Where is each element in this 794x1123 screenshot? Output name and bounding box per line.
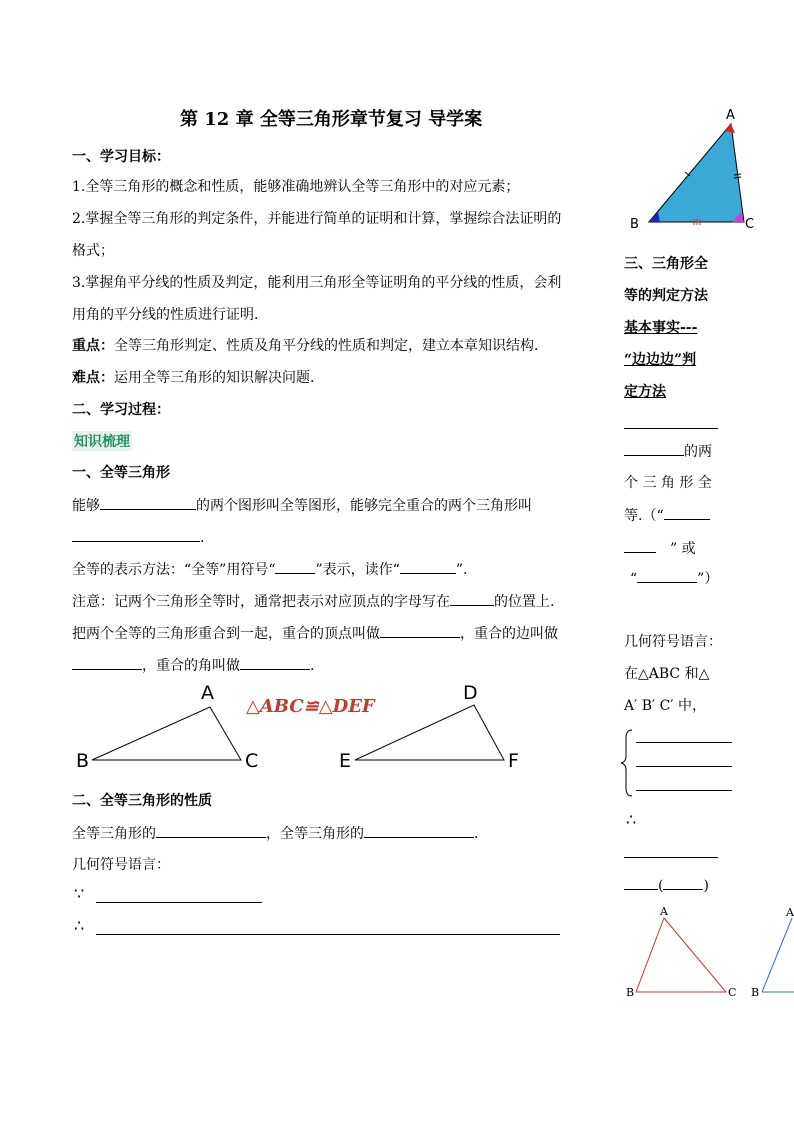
text: ，重合的边叫做 bbox=[460, 626, 558, 642]
blue-vertex-a: A bbox=[786, 906, 794, 919]
heading-line: 基本事实--- bbox=[624, 320, 698, 336]
goal-item: 3.掌握角平分线的性质及判定，能利用三角形全等证明角的平分线的性质，会利 bbox=[72, 275, 562, 291]
goal-item: 1.全等三角形的概念和性质，能够准确地辨认全等三角形中的对应元素； bbox=[72, 179, 520, 195]
knowledge-tag: 知识梳理 bbox=[72, 431, 132, 451]
vertex-label-c: C bbox=[245, 750, 259, 772]
section-heading-process: 二、学习过程： bbox=[72, 402, 170, 418]
text: . bbox=[474, 826, 479, 842]
text: 的两个图形叫全等图形，能够完全重合的两个三角形叫 bbox=[196, 498, 532, 514]
key-text: 全等三角形判定、性质及角平分线的性质和判定，建立本章知识结构. bbox=[114, 338, 539, 354]
text: ，重合的角叫做 bbox=[142, 658, 240, 674]
right-therefore-symbol: ∴ bbox=[626, 810, 637, 829]
text: 的两 bbox=[684, 444, 712, 460]
heading-line: “边边边”判 bbox=[624, 352, 697, 368]
congruence-statement: △ABC≌△DEF bbox=[246, 696, 375, 717]
heading-line: 定方法 bbox=[624, 384, 666, 400]
therefore-symbol: ∴ bbox=[74, 916, 85, 935]
text: ”） bbox=[697, 571, 719, 587]
text: ”表示，读作“ bbox=[315, 562, 400, 578]
text: 注意：记两个三角形全等时，通常把表示对应顶点的字母写在 bbox=[72, 594, 450, 610]
blue-vertex-b: B bbox=[751, 986, 760, 999]
red-vertex-a: A bbox=[660, 905, 668, 918]
heading-line: 三、三角形全 bbox=[624, 256, 708, 272]
difficult-text: 运用全等三角形的知识解决问题. bbox=[114, 370, 315, 386]
vertex-label-b: B bbox=[76, 750, 90, 772]
vertex-label-a: A bbox=[201, 682, 214, 704]
right-primes-line: A′ B′ C′ 中， bbox=[624, 698, 706, 714]
right-geometry-language: 几何符号语言： bbox=[624, 634, 722, 650]
heading-line: 等的判定方法 bbox=[624, 288, 708, 304]
text: ( bbox=[658, 878, 664, 894]
goal-item: 格式； bbox=[72, 243, 114, 259]
text: 全等的表示方法：“全等”用符号“ bbox=[72, 562, 276, 578]
text: ”. bbox=[455, 562, 468, 578]
key-label: 重点： bbox=[72, 338, 114, 354]
sss-line-3: 个 三 角 形 全 bbox=[624, 475, 712, 491]
text: 全等三角形的 bbox=[72, 826, 156, 842]
text: . bbox=[310, 658, 315, 674]
geometry-language-label: 几何符号语言： bbox=[72, 857, 170, 873]
red-vertex-c: C bbox=[728, 986, 737, 999]
text: ) bbox=[703, 878, 709, 894]
text: 把两个全等的三角形重合到一起，重合的顶点叫做 bbox=[72, 626, 380, 642]
red-vertex-b: B bbox=[626, 986, 635, 999]
text: . bbox=[200, 530, 205, 546]
red-triangle bbox=[636, 918, 726, 992]
top-vertex-a: A bbox=[726, 108, 735, 123]
blue-triangle-side bbox=[762, 918, 792, 992]
top-vertex-c: C bbox=[745, 217, 755, 232]
top-vertex-b: B bbox=[630, 217, 639, 232]
text: “ bbox=[630, 571, 638, 587]
text: 能够 bbox=[72, 498, 100, 514]
goal-item: 用角的平分线的性质进行证明. bbox=[72, 307, 259, 323]
text: ，全等三角形的 bbox=[266, 826, 364, 842]
subheading-properties: 二、全等三角形的性质 bbox=[72, 793, 212, 809]
vertex-label-e: E bbox=[339, 750, 352, 772]
difficult-label: 难点： bbox=[72, 370, 114, 386]
section-heading-goals: 一、学习目标： bbox=[72, 149, 170, 165]
right-in-line: 在△ABC 和△ bbox=[624, 666, 710, 682]
subheading-congruent: 一、全等三角形 bbox=[72, 465, 170, 481]
text: ” 或 bbox=[670, 541, 696, 557]
goal-item: 2.掌握全等三角形的判定条件，并能进行简单的证明和计算，掌握综合法证明的 bbox=[72, 211, 562, 227]
text: 等.（“ bbox=[624, 508, 664, 524]
because-symbol: ∵ bbox=[74, 884, 85, 903]
text: 的位置上. bbox=[494, 594, 555, 610]
vertex-label-f: F bbox=[508, 750, 519, 772]
page-title: 第 12 章 全等三角形章节复习 导学案 bbox=[180, 109, 483, 130]
vertex-label-d: D bbox=[463, 682, 478, 704]
